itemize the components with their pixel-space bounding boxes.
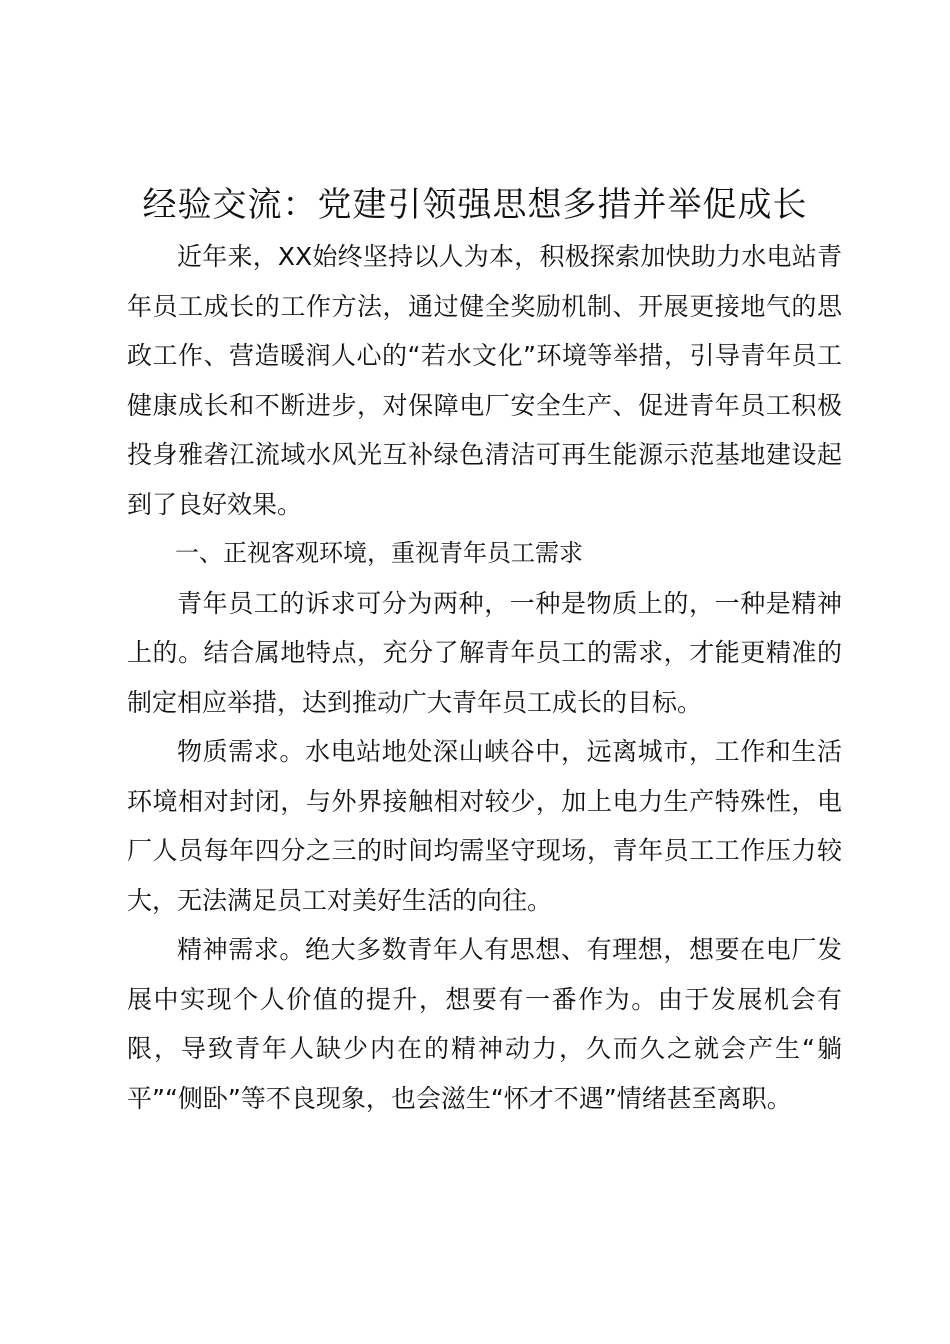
intro-paragraph: 近年来，XX始终坚持以人为本，积极探索加快助力水电站青年员工成长的工作方法，通过健全奖励机制、开展更接地气的思政工作、营造暖润人心的“若水文化”环境等举措，引导青年员工健康成长和不断进步，对保障电厂安全生产、促进青年员工积极投身雅砻江流域水风光互补绿色清洁可再生能源示范基地建设起到了良好效果。 bbox=[127, 242, 842, 519]
section-heading: 一、正视客观环境，重视青年员工需求 bbox=[175, 539, 583, 567]
section-paragraph: 青年员工的诉求可分为两种，一种是物质上的，一种是精神上的。结合属地特点，充分了解青年员工的需求，才能更精准的制定相应举措，达到推动广大青年员工成长的目标。 bbox=[127, 588, 842, 717]
section-paragraph: 精神需求。绝大多数青年人有思想、有理想，想要在电厂发展中实现个人价值的提升，想要有一番作为。由于发展机会有限，导致青年人缺少内在的精神动力，久而久之就会产生“躺平”“侧卧”等不良现象，也会滋生“怀才不遇”情绪甚至离职。 bbox=[127, 935, 842, 1113]
section-paragraph: 物质需求。水电站地处深山峡谷中，远离城市，工作和生活环境相对封闭，与外界接触相对较少，加上电力生产特殊性，电厂人员每年四分之三的时间均需坚守现场，青年员工工作压力较大，无法满足员工对美好生活的向往。 bbox=[127, 737, 842, 915]
document-body bbox=[127, 232, 842, 1123]
document-title: 经验交流：党建引领强思想多措并举促成长 bbox=[142, 185, 808, 225]
